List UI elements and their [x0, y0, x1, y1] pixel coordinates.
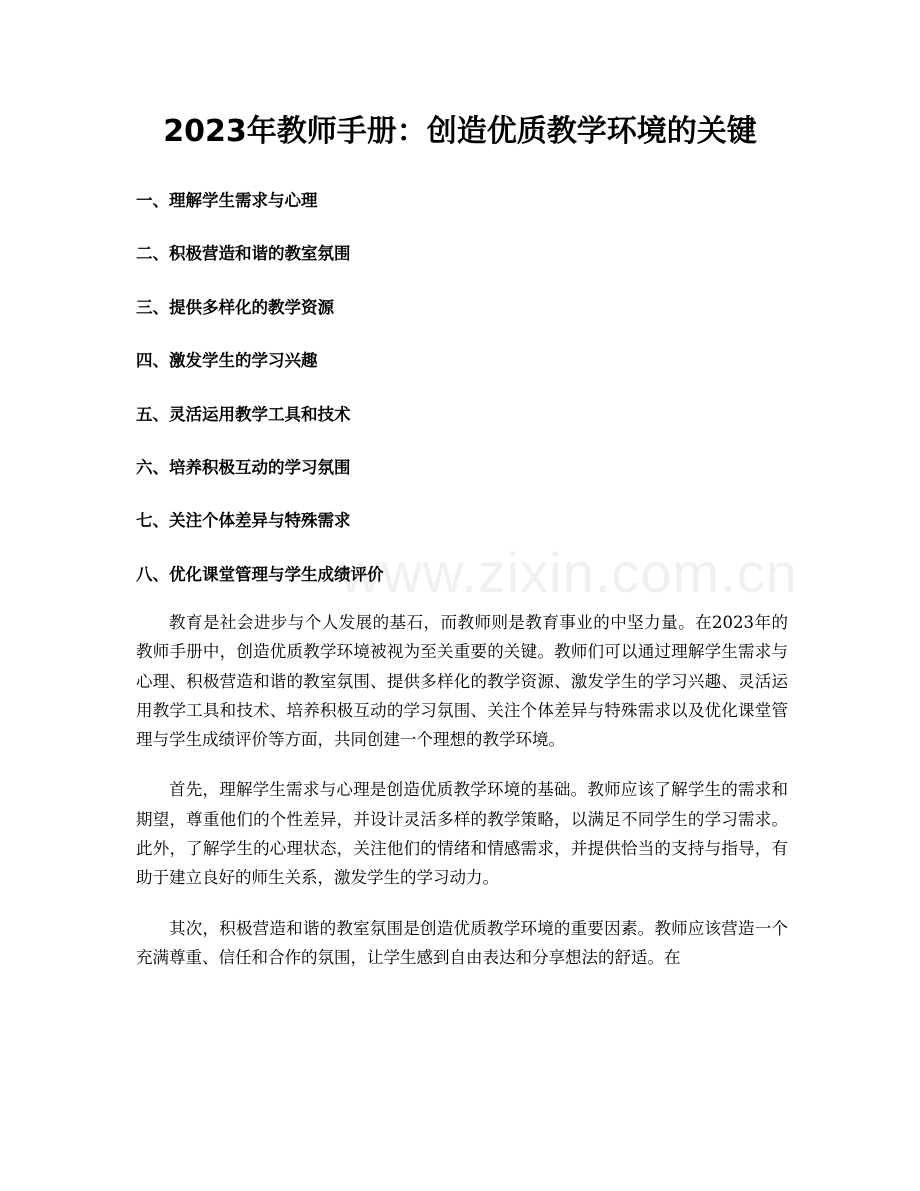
toc-item-1: 一、理解学生需求与心理 [136, 191, 318, 210]
body-text [136, 608, 788, 993]
toc-item-4: 四、激发学生的学习兴趣 [136, 351, 318, 371]
toc-item-5: 五、灵活运用教学工具和技术 [136, 404, 351, 424]
toc-item-8: 八、优化课堂管理与学生成绩评价 [136, 564, 384, 584]
watermark: www.zixin.com.cn [340, 541, 798, 604]
toc-item-6: 六、培养积极互动的学习氛围 [136, 457, 351, 477]
toc-item-3: 三、提供多样化的教学资源 [136, 297, 334, 317]
toc-item-7: 七、关注个体差异与特殊需求 [136, 511, 351, 531]
document-title: 2023年教师手册：创造优质教学环境的关键 [163, 114, 757, 149]
paragraph-second: 其次，积极营造和谐的教室氛围是创造优质教学环境的重要因素。教师应该营造一个充满尊重、信任和合作的氛围，让学生感到自由表达和分享想法的舒适。在 [136, 918, 788, 967]
paragraph-first: 首先，理解学生需求与心理是创造优质教学环境的基础。教师应该了解学生的需求和期望，尊重他们的个性差异，并设计灵活多样的教学策略，以满足不同学生的学习需求。此外，了解学生的心理状态，关注他们的情绪和情感需求，并提供恰当的支持与指导，有助于建立良好的师生关系，激发学生的学习动力。 [136, 780, 788, 888]
toc-item-2: 二、积极营造和谐的教室氛围 [136, 244, 351, 264]
table-of-contents [136, 187, 796, 614]
paragraph-intro: 教育是社会进步与个人发展的基石，而教师则是教育事业的中坚力量。在2023年的教师手册中，创造优质教学环境被视为至关重要的关键。教师们可以通过理解学生需求与心理、积极营造和谐的教室氛围、提供多样化的教学资源、激发学生的学习兴趣、灵活运用教学工具和技术、培养积极互动的学习氛围、关注个体差异与特殊需求以及优化课堂管理与学生成绩评价等方面，共同创建一个理想的教学环境。 [136, 613, 788, 750]
